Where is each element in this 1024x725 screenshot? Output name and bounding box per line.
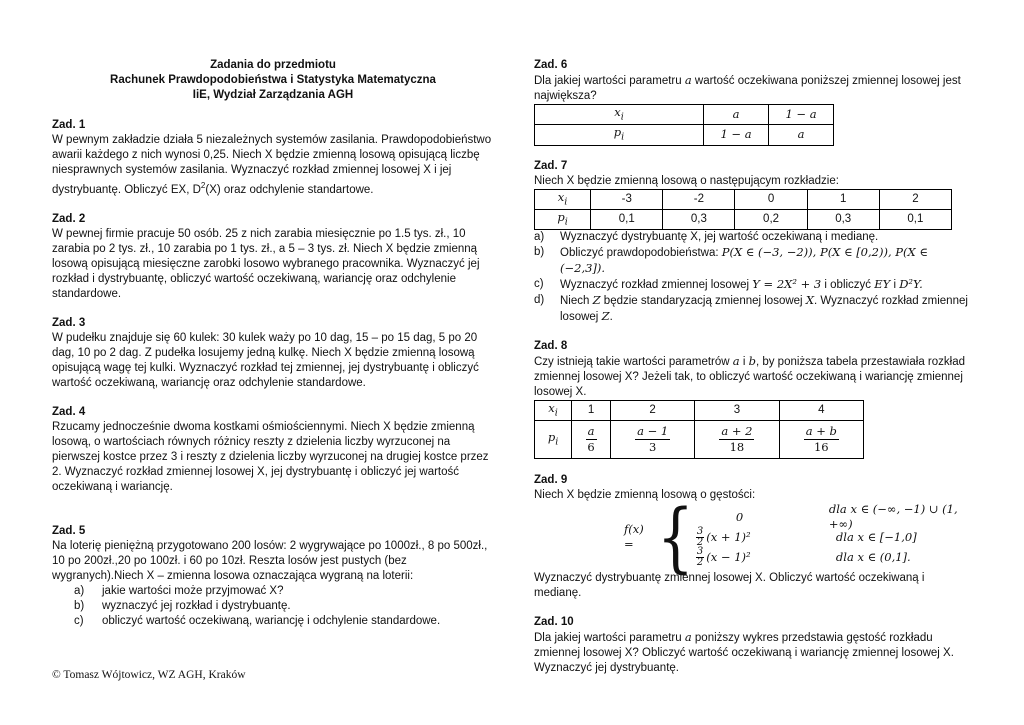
task-1-text-b: (X) oraz odchylenie standartowe. <box>205 183 374 196</box>
table-cell: 1 − a <box>704 125 769 145</box>
task-10 <box>534 615 974 676</box>
task-8-table <box>534 400 864 459</box>
task-9-text: Niech X będzie zmienną losową o gęstości: <box>534 489 756 502</box>
case-expression <box>696 527 836 548</box>
formula-case <box>696 502 974 532</box>
table-cell: 2 <box>879 189 951 209</box>
table-cell: 3 <box>695 401 779 421</box>
document-header <box>52 58 494 103</box>
task-7-title: Zad. 7 <box>534 159 568 172</box>
fraction-numerator: a + 2 <box>721 424 753 439</box>
table-row <box>535 401 864 421</box>
task-2-title: Zad. 2 <box>52 212 86 225</box>
task-6-param: a <box>684 73 692 87</box>
subscript: i <box>621 131 625 143</box>
task-5-text: Na loterię pieniężną przygotowano 200 losów: 2 wygrywające po 1000zł., 8 po 500zł., 10 po 200zł.,20 po 100zł. i 60 po 10zł. Reszta losów jest pustych (bez wygranych).Niech X – zmienna losowa oznaczająca wygraną na loterii: <box>52 539 488 582</box>
task-6-text-b: wartość oczekiwana poniższej zmiennej losowej jest największa? <box>534 75 961 102</box>
table-cell: a <box>704 105 769 125</box>
case-expression-body: (x − 1)² <box>706 549 751 564</box>
task-9-title: Zad. 9 <box>534 474 568 487</box>
case-condition: dla x ∈ (−∞, −1) ∪ (1, +∞) <box>828 502 958 532</box>
list-item-text-c: . Wyznaczyć rozkład zmiennej losowej <box>560 295 968 324</box>
task-1-text-a: W pewnym zakładzie działa 5 niezależnych systemów zasilania. Prawdopodobieństwo awarii każdego z nich wynosi 0,25. Niech X będzie zmienną losową opisującą liczbę niesprawnych systemów zasilania. Wyznaczyć rozkład zmiennej losowej X i jej dystrybuantę. Obliczyć EX, D <box>52 134 492 196</box>
task-8-text-i: i <box>739 356 749 369</box>
table-row <box>535 189 952 209</box>
table-row <box>535 209 952 229</box>
task-5 <box>52 524 494 629</box>
list-marker: d) <box>534 294 545 307</box>
list-item-text-c: i <box>890 279 900 292</box>
task-8-text <box>534 354 974 400</box>
fraction-numerator: a + b <box>805 424 837 439</box>
footer-copyright: © Tomasz Wójtowicz, WZ AGH, Kraków <box>52 669 246 681</box>
header-line-3: IiE, Wydział Zarządzania AGH <box>192 89 354 101</box>
list-item-math-2: X <box>805 293 814 308</box>
list-marker: a) <box>534 231 545 244</box>
list-marker: a) <box>74 584 85 597</box>
list-marker: b) <box>534 246 545 259</box>
task-8-param-a: a <box>732 354 740 369</box>
case-expression <box>696 547 836 568</box>
table-cell: $x_i$ <box>535 401 572 421</box>
case-condition: dla x ∈ (0,1]. <box>835 549 911 564</box>
table-cell <box>695 421 779 459</box>
fraction <box>585 424 596 455</box>
table-cell <box>610 421 694 459</box>
formula-cases <box>696 502 974 568</box>
list-item <box>534 277 974 293</box>
list-item-math-3: Z <box>601 309 610 324</box>
task-7-table <box>534 189 952 231</box>
subscript: i <box>620 111 624 123</box>
task-2-text: W pewnej firmie pracuje 50 osób. 25 z nich zarabia miesięcznie po 1.5 tys. zł., 10 zarabia po 2 tys. zł., 10 zarabia po 1 tys. zł., a 5 – 3 tys. zł. Niech X będzie zmienną losową opisującą miesięczne zarobki losowo wybranego pracownika. Wyznaczyć jej rozkład i dystrybuantę, obliczyć wartość oczekiwaną, wariancję oraz odchylenie standardowe. <box>52 227 480 300</box>
fraction <box>804 424 839 455</box>
list-item-text-b: będzie standaryzacją zmiennej losowej <box>600 295 806 308</box>
task-4 <box>52 405 494 495</box>
list-item-text: Wyznaczyć dystrybuantę X, jej wartość oczekiwaną i medianę. <box>560 231 879 244</box>
left-column <box>52 58 494 629</box>
table-cell: $x_i$ <box>535 105 704 125</box>
case-expression-body: (x + 1)² <box>706 529 751 544</box>
header-line-1: Zadania do przedmiotu <box>210 59 336 71</box>
table-cell: 0 <box>735 189 807 209</box>
list-item <box>534 245 974 277</box>
list-item-text <box>560 293 974 325</box>
task-1-text <box>52 133 494 198</box>
list-item-math: Y = 2X² + 3 <box>752 277 822 292</box>
task-3-text: W pudełku znajduje się 60 kulek: 30 kulek waży po 10 dag, 15 – po 15 dag, 5 po 20 dag, 10 po 2 dag. Z pudełka losujemy jedną kulkę. Niech X będzie zmienną losową opisującą wagę tej kulki. Wyznaczyć rozkład tej zmiennej, jej dystrybuantę i obliczyć wartość oczekiwaną, wariancję oraz odchylenie standardowe. <box>52 331 479 389</box>
fraction-denominator: 6 <box>587 440 595 455</box>
fraction-denominator: 18 <box>729 440 745 455</box>
subscript: i <box>554 407 558 419</box>
table-cell: 1 <box>572 401 611 421</box>
table-cell <box>572 421 611 459</box>
fraction-denominator: 2 <box>696 536 704 548</box>
task-7 <box>534 159 974 326</box>
list-item <box>534 293 974 325</box>
table-cell: 2 <box>610 401 694 421</box>
fraction-denominator: 2 <box>696 556 704 568</box>
task-4-text: Rzucamy jednocześnie dwoma kostkami ośmiościennymi. Niech X będzie zmienną losową, o wartościach równych różnicy reszty z dzielenia liczby wyrzuconej na pierwszej kostce przez 3 i reszty z dzielenia liczby wyrzuconej na drugiej kostce przez 2. Wyznaczyć rozkład zmiennej losowej X, jej dystrybuantę i obliczyć jej wartość oczekiwaną i wariancję. <box>52 420 489 493</box>
table-cell: 0,3 <box>663 209 735 229</box>
left-brace: { <box>657 493 694 582</box>
list-item-math: Z <box>592 293 601 308</box>
table-cell: $p_i$ <box>535 421 572 459</box>
list-item-text-a: Obliczyć prawdopodobieństwa: <box>560 247 722 260</box>
case-condition: dla x ∈ [−1,0] <box>835 529 917 544</box>
list-item-text-b: i obliczyć <box>821 279 875 292</box>
task-9 <box>534 473 974 601</box>
table-row <box>535 421 864 459</box>
fraction-numerator: a <box>587 424 595 439</box>
fraction-denominator: 3 <box>648 440 657 455</box>
task-1 <box>52 118 494 198</box>
formula-lhs: f(x) = <box>624 522 644 552</box>
task-1-title: Zad. 1 <box>52 119 86 131</box>
table-cell: $x_i$ <box>535 189 591 209</box>
list-item <box>52 614 494 629</box>
task-8-param-b: b <box>748 354 756 369</box>
task-6 <box>534 58 974 146</box>
list-item-math-2: EY <box>874 277 891 292</box>
task-8-title: Zad. 8 <box>534 340 568 353</box>
task-2 <box>52 212 494 302</box>
task-5-title: Zad. 5 <box>52 524 86 537</box>
list-item-text-a: Niech <box>560 295 593 308</box>
task-10-text <box>534 630 974 676</box>
task-7-text: Niech X będzie zmienną losową o następującym rozkładzie: <box>534 174 839 187</box>
task-10-text-a: Dla jakiej wartości parametru <box>534 632 685 645</box>
table-cell: 0,1 <box>879 209 951 229</box>
list-item-text: jakie wartości może przyjmować X? <box>102 584 284 597</box>
table-cell: 0,3 <box>807 209 879 229</box>
table-cell: -2 <box>663 189 735 209</box>
task-8-text-a: Czy istnieją takie wartości parametrów <box>534 356 733 369</box>
fraction <box>719 424 754 455</box>
task-6-title: Zad. 6 <box>534 59 568 71</box>
task-5-list <box>52 584 494 629</box>
task-3-title: Zad. 3 <box>52 316 86 329</box>
list-marker: b) <box>74 599 85 612</box>
fraction-denominator: 16 <box>813 440 829 455</box>
table-cell: a <box>769 125 834 145</box>
table-cell: 0,1 <box>591 209 663 229</box>
coefficient-fraction <box>696 527 704 548</box>
subscript: i <box>564 195 568 207</box>
table-cell: $p_i$ <box>535 209 591 229</box>
task-4-title: Zad. 4 <box>52 405 86 418</box>
task-1-sup: 2 <box>200 181 206 190</box>
task-10-text-b: poniższy wykres przedstawia gęstość rozkładu zmiennej losowej X? Obliczyć wartość oczekiwaną i wariancję zmiennej losowej X. Wyznaczyć jej dystrybuantę. <box>534 632 954 675</box>
list-item-text: wyznaczyć jej rozkład i dystrybuantę. <box>102 599 291 612</box>
right-column <box>534 58 974 676</box>
task-7-list <box>534 230 974 325</box>
list-item <box>52 584 494 599</box>
fraction-numerator: 3 <box>696 525 704 537</box>
fraction-numerator: a − 1 <box>637 424 669 439</box>
table-cell: 4 <box>779 401 863 421</box>
list-item-text-d: . <box>609 311 613 324</box>
table-row <box>535 105 834 125</box>
fraction <box>635 424 670 455</box>
fraction-numerator: 3 <box>696 545 704 557</box>
task-6-table <box>534 104 834 146</box>
list-item-text <box>560 245 974 277</box>
task-10-param: a <box>684 630 692 645</box>
list-marker: c) <box>74 614 84 627</box>
table-row <box>535 125 834 145</box>
formula-case <box>696 547 974 567</box>
task-8-text-b: , by poniższa tabela przestawiała rozkład zmiennej losowej X? Jeżeli tak, to obliczyć wartość oczekiwaną i wariancję zmiennej losowej X. <box>534 356 965 399</box>
density-formula <box>624 493 974 582</box>
list-item <box>52 599 494 614</box>
task-3 <box>52 316 494 391</box>
task-8 <box>534 339 974 459</box>
task-6-text-a: Dla jakiej wartości parametru <box>534 75 685 87</box>
table-cell: $p_i$ <box>535 125 704 145</box>
table-cell: 1 <box>807 189 879 209</box>
task-10-title: Zad. 10 <box>534 616 574 629</box>
header-line-2: Rachunek Prawdopodobieństwa i Statystyka Matematyczna <box>110 74 436 86</box>
table-cell: -3 <box>591 189 663 209</box>
table-cell: 0,2 <box>735 209 807 229</box>
subscript: i <box>564 216 568 228</box>
list-item-math-3: D²Y. <box>899 277 923 292</box>
list-marker: c) <box>534 278 544 291</box>
task-6-text <box>534 73 974 104</box>
list-item-text: obliczyć wartość oczekiwaną, wariancję i odchylenie standardowe. <box>102 614 441 627</box>
list-item <box>534 230 974 245</box>
list-item-text <box>560 277 923 293</box>
task-9-after: Wyznaczyć dystrybuantę zmiennej losowej X. Obliczyć wartość oczekiwaną i medianę. <box>534 572 925 600</box>
list-item-math: P(X ∈ (−3, −2)), P(X ∈ [0,2)), P(X ∈ (−2,3]). <box>560 245 928 276</box>
table-cell: 1 − a <box>769 105 834 125</box>
coefficient-fraction <box>696 547 704 568</box>
subscript: i <box>555 436 559 448</box>
list-item-text-a: Wyznaczyć rozkład zmiennej losowej <box>560 279 753 292</box>
case-expression: 0 <box>735 509 744 524</box>
table-cell <box>779 421 863 459</box>
